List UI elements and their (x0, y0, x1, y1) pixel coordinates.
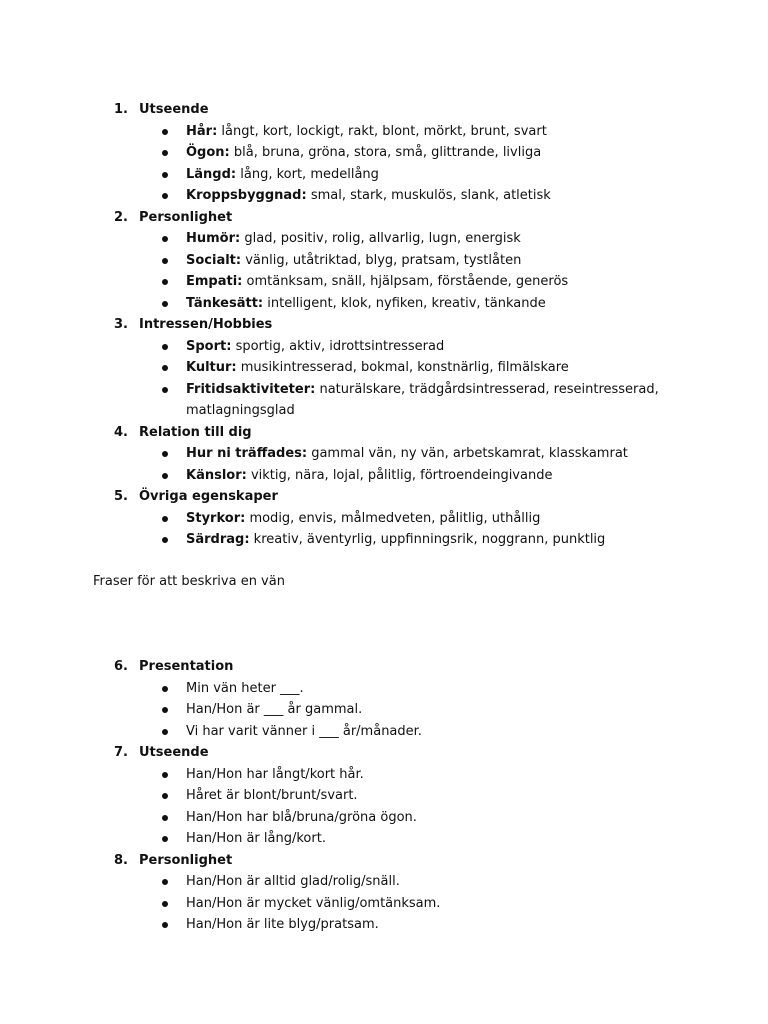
bullet-icon (162, 922, 168, 928)
bullet-icon (162, 815, 168, 821)
bullet-icon (162, 729, 168, 735)
item-text: smal, stark, muskulös, slank, atletisk (306, 188, 551, 203)
bullet-icon (162, 150, 168, 156)
item-text: viktig, nära, lojal, pålitlig, förtroendeingivande (246, 467, 553, 483)
item-term: Kultur: (186, 360, 237, 375)
attribute-list (0, 99, 768, 551)
bullet-icon (162, 772, 168, 778)
item-text: omtänksam, snäll, hjälpsam, förstående, generös (242, 274, 569, 289)
section-heading (0, 207, 768, 229)
list-item (0, 164, 768, 186)
list-section (0, 850, 768, 936)
section-heading (0, 656, 768, 678)
item-term: Längd: (186, 166, 237, 182)
list-item (0, 807, 768, 829)
list-item (0, 185, 768, 207)
item-text: långt, kort, lockigt, rakt, blont, mörkt, brunt, svart (217, 123, 547, 139)
list-item (0, 529, 768, 551)
item-term: Särdrag: (186, 532, 250, 547)
bullet-icon (162, 537, 168, 543)
item-text: blå, bruna, gröna, stora, små, glittrande, livliga (229, 145, 542, 160)
bullet-icon (162, 344, 168, 350)
item-text: intelligent, klok, nyfiken, kreativ, tänkande (263, 295, 546, 311)
item-text: gammal vän, ny vän, arbetskamrat, klasskamrat (307, 446, 628, 461)
section-title: Personlighet (139, 209, 233, 225)
list-section (0, 486, 768, 551)
list-item (0, 250, 768, 272)
item-term: Tänkesätt: (186, 295, 264, 311)
bullet-icon (162, 129, 168, 135)
item-text: Han/Hon är ___ år gammal. (186, 702, 363, 717)
bullet-icon (162, 279, 168, 285)
section-heading (0, 314, 768, 336)
list-item (0, 678, 768, 700)
list-item (0, 121, 768, 143)
section-number: 2. (114, 209, 128, 225)
item-text: Han/Hon har långt/kort hår. (186, 766, 364, 782)
item-text: Han/Hon är lång/kort. (186, 831, 326, 846)
bullet-icon (162, 387, 168, 393)
section-heading (0, 742, 768, 764)
list-item (0, 764, 768, 786)
bullet-icon (162, 236, 168, 242)
item-text: Han/Hon är mycket vänlig/omtänksam. (186, 895, 441, 911)
section-heading (0, 850, 768, 872)
section-heading (0, 422, 768, 444)
item-text: sportig, aktiv, idrottsintresserad (231, 338, 445, 354)
bullet-icon (162, 686, 168, 692)
item-text: Vi har varit vänner i ___ år/månader. (186, 723, 422, 739)
bullet-icon (162, 451, 168, 457)
item-term: Ögon: (186, 145, 230, 160)
list-section (0, 656, 768, 742)
item-term: Känslor: (186, 467, 247, 483)
item-term: Hur ni träffades: (186, 446, 308, 461)
list-item (0, 508, 768, 530)
item-text: Han/Hon är alltid glad/rolig/snäll. (186, 874, 400, 889)
section-heading (0, 99, 768, 121)
section-heading (0, 486, 768, 508)
list-item (0, 357, 768, 379)
item-term: Hår: (186, 123, 218, 139)
list-item (0, 893, 768, 915)
list-item (0, 785, 768, 807)
item-text: naturälskare, trädgårdsintresserad, reseintresserad, matlagningsglad (186, 381, 659, 418)
item-text: modig, envis, målmedveten, pålitlig, uthållig (245, 510, 541, 526)
list-item (0, 142, 768, 164)
bullet-icon (162, 901, 168, 907)
bullet-icon (162, 258, 168, 264)
section-title: Intressen/Hobbies (139, 317, 273, 332)
bullet-icon (162, 301, 168, 307)
section-title: Övriga egenskaper (139, 489, 278, 504)
section-number: 6. (114, 659, 128, 674)
section-title: Relation till dig (139, 424, 252, 440)
item-text: kreativ, äventyrlig, uppfinningsrik, noggrann, punktlig (249, 532, 606, 547)
bullet-icon (162, 879, 168, 885)
item-text: glad, positiv, rolig, allvarlig, lugn, energisk (240, 231, 521, 246)
item-term: Socialt: (186, 252, 242, 268)
list-item (0, 699, 768, 721)
section-title: Utseende (139, 102, 209, 117)
section-number: 8. (114, 852, 128, 868)
phrase-list (0, 656, 768, 936)
list-item (0, 271, 768, 293)
section-number: 5. (114, 489, 128, 504)
item-term: Sport: (186, 338, 232, 354)
list-section (0, 207, 768, 315)
list-item (0, 871, 768, 893)
phrases-heading: Fraser för att beskriva en vän (93, 574, 285, 589)
list-item (0, 465, 768, 487)
bullet-icon (162, 473, 168, 479)
list-item (0, 443, 768, 465)
item-text: Han/Hon är lite blyg/pratsam. (186, 917, 379, 932)
list-item (0, 336, 768, 358)
list-item (0, 828, 768, 850)
item-text: lång, kort, medellång (236, 166, 379, 182)
section-number: 4. (114, 424, 128, 440)
section-title: Utseende (139, 745, 209, 760)
bullet-icon (162, 793, 168, 799)
list-item (0, 379, 768, 422)
list-section (0, 99, 768, 207)
list-section (0, 742, 768, 850)
bullet-icon (162, 836, 168, 842)
list-item (0, 293, 768, 315)
bullet-icon (162, 516, 168, 522)
bullet-icon (162, 172, 168, 178)
section-number: 3. (114, 317, 128, 332)
list-section (0, 314, 768, 422)
item-term: Fritidsaktiviteter: (186, 381, 316, 397)
list-section (0, 422, 768, 487)
section-number: 7. (114, 745, 128, 760)
item-term: Styrkor: (186, 510, 246, 526)
item-text: vänlig, utåtriktad, blyg, pratsam, tystlåten (241, 252, 522, 268)
section-number: 1. (114, 102, 128, 117)
item-text: Håret är blont/brunt/svart. (186, 788, 358, 803)
item-text: Min vän heter ___. (186, 680, 304, 696)
item-term: Kroppsbyggnad: (186, 188, 307, 203)
section-title: Personlighet (139, 852, 233, 868)
item-text: musikintresserad, bokmal, konstnärlig, filmälskare (236, 360, 569, 375)
list-item (0, 914, 768, 936)
list-item (0, 228, 768, 250)
list-item (0, 721, 768, 743)
bullet-icon (162, 193, 168, 199)
item-term: Empati: (186, 274, 243, 289)
item-term: Humör: (186, 231, 241, 246)
bullet-icon (162, 365, 168, 371)
bullet-icon (162, 707, 168, 713)
section-title: Presentation (139, 659, 234, 674)
item-text: Han/Hon har blå/bruna/gröna ögon. (186, 809, 417, 825)
